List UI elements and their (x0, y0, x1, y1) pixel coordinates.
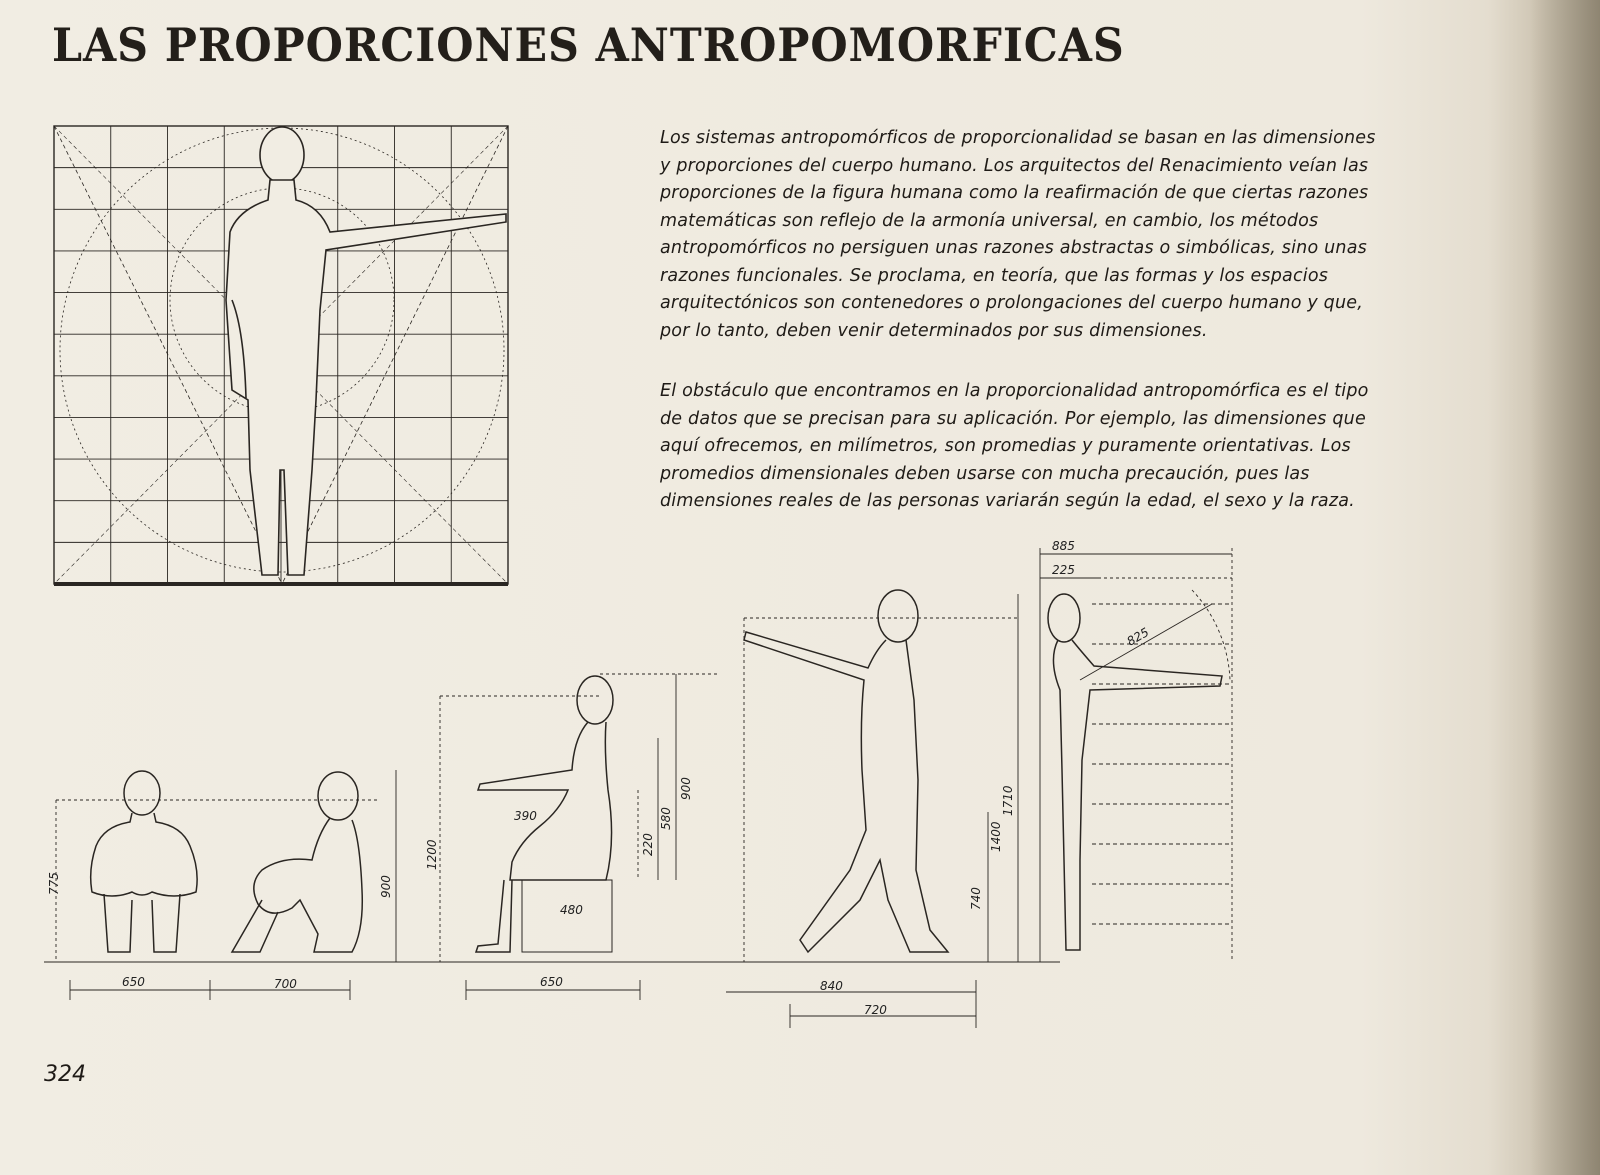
dim-arm-span-head: 225 (1052, 563, 1075, 577)
paragraph-line: El obstáculo que encontramos en la proporcionalidad antropomórfica es el tipo (660, 381, 1369, 401)
dim-seated-depth: 480 (560, 903, 583, 917)
dim-seated-footprint: 650 (540, 975, 563, 989)
paragraph-line: y proporciones del cuerpo humano. Los arquitectos del Renacimiento veían las (660, 155, 1369, 176)
dim-crouch-front-height: 775 (47, 872, 61, 895)
crouching-figure-front (91, 771, 197, 952)
dim-seated-height: 1200 (425, 839, 439, 870)
dim-walking-step: 720 (864, 1003, 887, 1017)
paragraph-line: de datos que se precisan para su aplicación. Por ejemplo, las dimensiones que (660, 408, 1366, 429)
dim-arm-span-top: 885 (1052, 539, 1075, 553)
paragraph-line: Los sistemas antropomórficos de proporcionalidad se basan en las dimensiones (660, 128, 1376, 148)
dim-walking-height: 1710 (1001, 785, 1015, 816)
seated-figure (476, 676, 613, 952)
dim-seated-mid: 220 (641, 833, 655, 856)
paragraph-intro (660, 125, 1376, 345)
page-title: LAS PROPORCIONES ANTROPOMORFICAS (52, 18, 1125, 72)
arms-raised-figure (1048, 594, 1222, 950)
standing-figure-arm-out (226, 127, 506, 575)
page-number: 324 (44, 1062, 86, 1087)
paragraph-line: razones funcionales. Se proclama, en teoría, que las formas y los espacios (660, 265, 1329, 286)
dim-crouch-side-width: 700 (274, 977, 297, 991)
dim-walking-stride: 840 (820, 979, 843, 993)
paragraph-line: dimensiones reales de las personas variarán según la edad, el sexo y la raza. (660, 491, 1355, 511)
dim-crouch-front-width: 650 (122, 975, 145, 989)
paragraph-line: matemáticas son reflejo de la armonía universal, en cambio, los métodos (660, 210, 1319, 231)
paragraph-line: por lo tanto, deben venir determinados por sus dimensiones. (660, 320, 1208, 341)
dim-crouch-side-height: 900 (379, 875, 393, 898)
proportion-grid-figure (54, 126, 508, 584)
dim-seated-shoulder: 580 (659, 807, 673, 830)
paragraph-line: arquitectónicos son contenedores o prolongaciones del cuerpo humano y que, (660, 293, 1364, 313)
dim-arm-reach: 825 (1124, 625, 1152, 649)
dimension-lines (44, 548, 1232, 1028)
crouching-figure-side (232, 772, 362, 952)
dim-seated-reach: 390 (514, 809, 537, 823)
dim-walking-hand: 740 (969, 887, 983, 910)
paragraph-line: aquí ofrecemos, en milímetros, son promedias y puramente orientativas. Los (660, 436, 1351, 456)
walking-figure (744, 590, 948, 952)
paragraph-obstacle (660, 378, 1372, 516)
dim-walking-shoulder: 1400 (989, 821, 1003, 852)
paragraph-line: antropomórficos no persiguen unas razones abstractas o simbólicas, sino unas (660, 238, 1367, 258)
paragraph-line: promedios dimensionales deben usarse con mucha precaución, pues las (660, 463, 1310, 484)
paragraph-line: proporciones de la figura humana como la reafirmación de que ciertas razones (660, 183, 1369, 203)
dim-seated-head: 900 (679, 777, 693, 800)
